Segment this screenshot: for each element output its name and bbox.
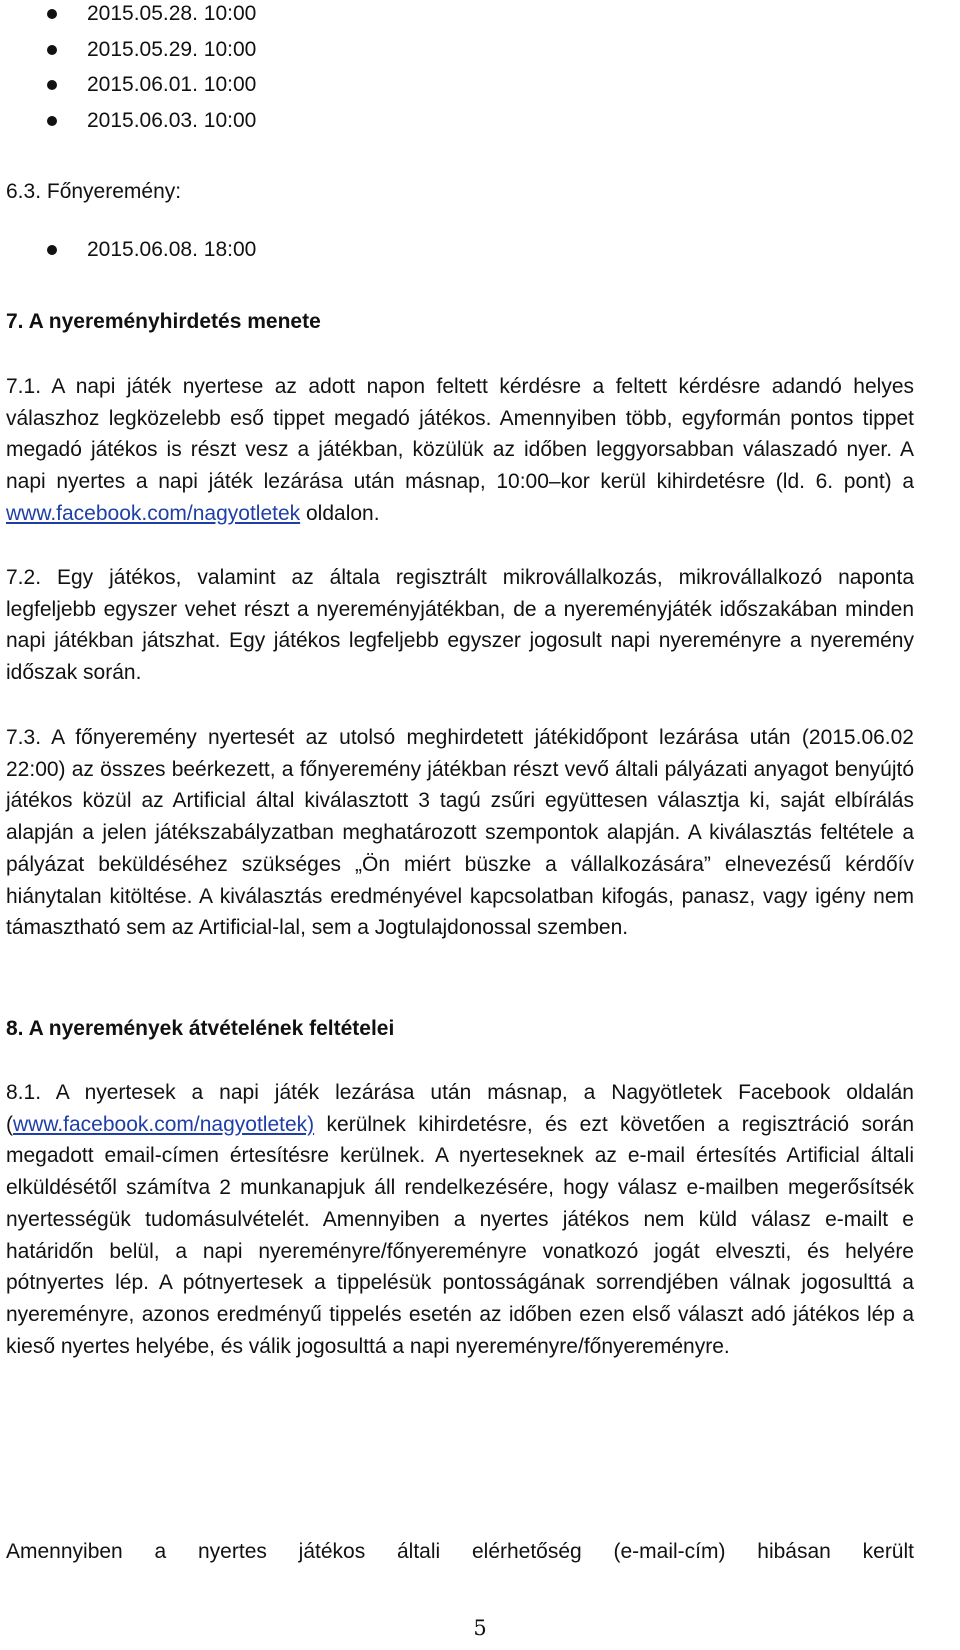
section-8-heading: 8. A nyeremények átvételének feltételei: [6, 1017, 395, 1040]
list-item: [38, 0, 256, 36]
list-item: [38, 71, 256, 107]
date-text: 2015.05.28. 10:00: [87, 2, 257, 25]
list-item: [38, 236, 256, 272]
date-text: 2015.06.01. 10:00: [87, 73, 257, 96]
bullet-icon: [47, 80, 57, 90]
paragraph-8-1: [6, 1077, 914, 1362]
date-text: 2015.05.29. 10:00: [87, 37, 257, 61]
daily-game-dates-list: [38, 0, 256, 142]
list-item: [38, 107, 256, 143]
list-item: [38, 36, 256, 72]
paragraph-continued: Amennyiben a nyertes játékos általi elérhetőség (e-mail-cím) hibásan került: [6, 1540, 914, 1563]
paragraph-7-1: [6, 371, 914, 530]
page-number: 5: [473, 1616, 487, 1640]
date-text: 2015.06.08. 18:00: [87, 238, 257, 261]
bullet-icon: [47, 116, 57, 126]
bullet-icon: [47, 245, 57, 255]
paragraph-text: 7.1. A napi játék nyertese az adott napon feltett kérdésre a feltett kérdésre adandó helyes válaszhoz legközelebb eső tippet megadó játékos. Amennyiben több, egyformán pontos tippet megadó játékos is részt vesz a játékban, közülük az időben leggyorsabban válaszadó nyer. A napi nyertes a napi játék lezárása után másnap, 10:00–kor kerül kihirdetésre (ld. 6. pont) a: [6, 375, 914, 494]
paragraph-text: 8.1. A nyertesek a napi játék lezárása után másnap, a Nagyötletek Facebook oldalán (: [6, 1081, 914, 1136]
date-text: 2015.06.03. 10:00: [87, 108, 257, 132]
bullet-icon: [47, 9, 57, 19]
paragraph-text-continued: kerülnek kihirdetésre, és ezt követően a regisztráció során megadott email-címen értesítésre kerülnek. A nyerteseknek az e-mail értesítés Artificial általi elküldésétől számítva 2 munkanapjuk áll rendelkezésére, hogy válasz e-mailben megerősítsék nyertességük tudomásulvételét. Amennyiben a nyertes játékos nem küld válasz e-mailt e határidőn belül, a napi nyereményre/főnyereményre vonatkozó jogát elveszti, és helyére pótnyertes lép. A pótnyertesek a tippelésük pontosságának sorrendjében válnak jogosulttá a nyereményre, azonos eredményű tippelés esetén az időben ezen első választ adó játékos lép a kieső nyertes helyébe, és válik jogosulttá a napi nyereményre/főnyereményre.: [6, 1112, 914, 1358]
facebook-link[interactable]: www.facebook.com/nagyotletek): [13, 1112, 315, 1136]
grand-prize-label: 6.3. Főnyeremény:: [6, 180, 182, 203]
bullet-icon: [47, 45, 57, 55]
paragraph-7-2: 7.2. Egy játékos, valamint az általa regisztrált mikrovállalkozás, mikrovállalkozó naponta legfeljebb egyszer vehet részt a nyereményjátékban, de a nyereményjáték időszakában minden napi játékban játszhat. Egy játékos legfeljebb egyszer jogosult napi nyereményre a nyeremény időszak során.: [6, 566, 914, 685]
grand-prize-dates-list: [38, 236, 256, 272]
facebook-link[interactable]: www.facebook.com/nagyotletek: [6, 501, 301, 525]
paragraph-7-3: 7.3. A főnyeremény nyertesét az utolsó meghirdetett játékidőpont lezárása után (2015.06.02 22:00) az összes beérkezett, a főnyeremény játékban részt vevő általi pályázati anyagot benyújtó játékos közül az Artificial által kiválasztott 3 tagú zsűri együttesen választja ki, saját elbírálás alapján a jelen játékszabályzatban meghatározott szempontok alapján. A kiválasztás feltétele a pályázat beküldéséhez szükséges „Ön miért büszke a vállalkozására” elnevezésű kérdőív hiánytalan kitöltése. A kiválasztás eredményével kapcsolatban kifogás, panasz, vagy igény nem támasztható sem az Artificial-lal, sem a Jogtulajdonossal szemben.: [6, 726, 914, 940]
section-7-heading: 7. A nyereményhirdetés menete: [6, 310, 321, 333]
paragraph-tail: oldalon.: [300, 501, 380, 525]
